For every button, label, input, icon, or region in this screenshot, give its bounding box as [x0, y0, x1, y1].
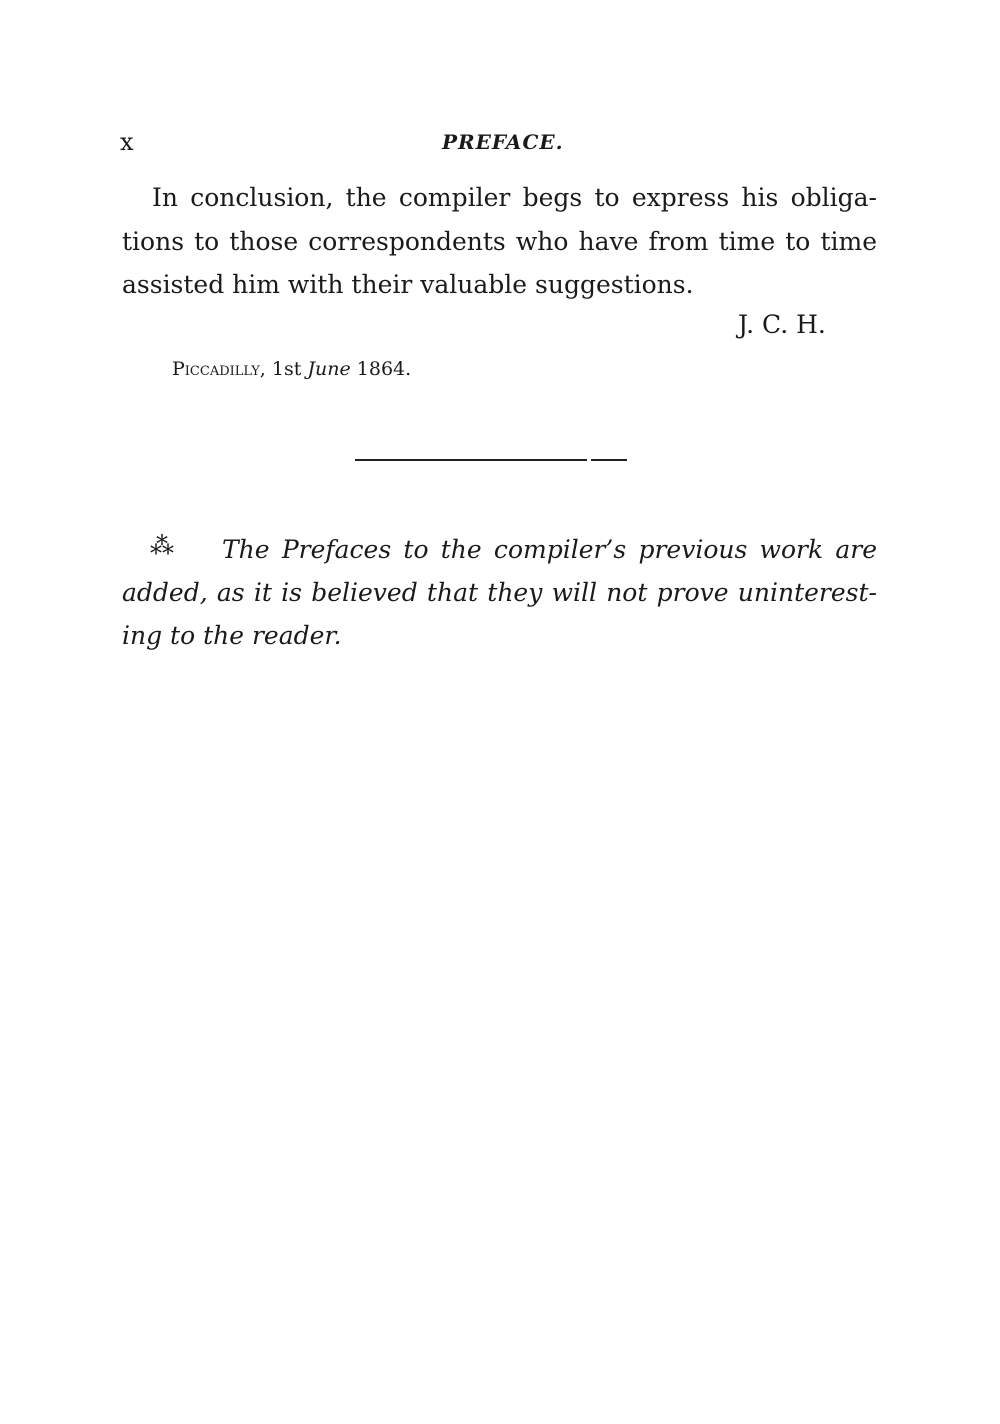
dateline-year: 1864.: [356, 358, 412, 380]
section-rule: [355, 459, 587, 461]
note-line-2: added, as it is believed that they will not prove uninterest-: [122, 578, 877, 607]
section-rule-end: [591, 459, 627, 461]
dateline-month: June: [307, 358, 351, 380]
dateline: [172, 358, 411, 380]
note-line-3: ing to the reader.: [122, 621, 342, 650]
running-title: PREFACE.: [442, 130, 564, 154]
paragraph-line-2: tions to those correspondents who have from time to time: [122, 227, 877, 256]
dateline-place: Piccadilly,: [172, 358, 266, 380]
note-line-1: The Prefaces to the compiler’s previous work are: [222, 535, 877, 564]
page-number: x: [120, 128, 134, 156]
paragraph-line-3: assisted him with their valuable suggestions.: [122, 270, 694, 299]
signature: J. C. H.: [738, 310, 826, 339]
paragraph-line-1: In conclusion, the compiler begs to express his obliga-: [152, 183, 877, 212]
dateline-day: 1st: [271, 358, 302, 380]
asterism-icon: ⁂: [150, 532, 174, 560]
